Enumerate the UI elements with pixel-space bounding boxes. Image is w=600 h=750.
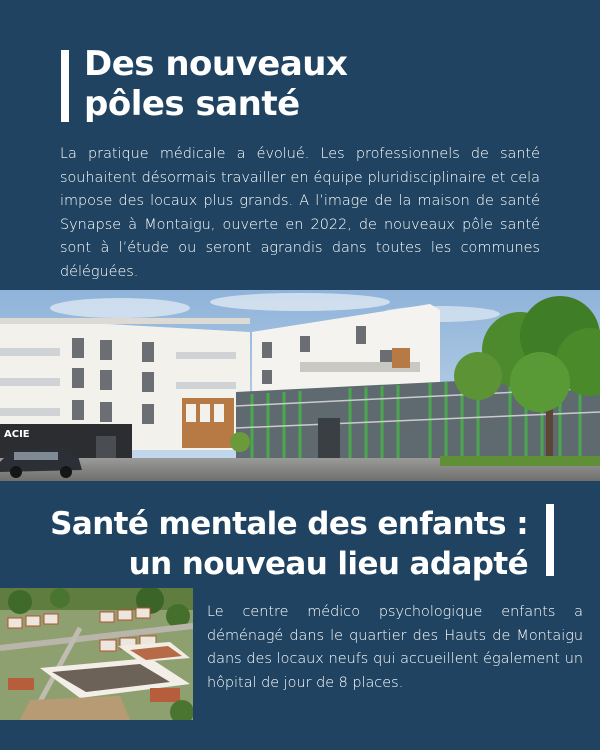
section-title-line: Santé mentale des enfants : bbox=[50, 506, 528, 542]
section-title-line: Des nouveaux bbox=[84, 44, 348, 84]
pharmacy-sign: ACIE bbox=[4, 429, 30, 440]
section-body-text: Le centre médico psychologique enfants a déménagé dans le quartier des Hauts de Montaigu dans des locaux neufs qui accueillent également un hôpital de jour de 8 places. bbox=[207, 604, 583, 691]
section-title-line: pôles santé bbox=[84, 84, 300, 124]
section-title-new-health-centers bbox=[84, 44, 504, 124]
title-accent-bar bbox=[546, 504, 554, 576]
section-body-text: La pratique médicale a évolué. Les professionnels de santé souhaitent désormais travailler en équipe pluridisciplinaire et cela impose des locaux plus grands. A l’image de la maison de santé Synapse à Montaigu, ouverte en 2022, de nouveaux pôle santé sont à l’étude ou seront agrandis dans toutes les communes déléguées. bbox=[60, 146, 540, 280]
health-center-building-photo bbox=[0, 290, 600, 481]
section-title-line: un nouveau lieu adapté bbox=[128, 546, 528, 582]
section-title-child-mental-health bbox=[8, 504, 528, 584]
aerial-neighborhood-photo bbox=[0, 588, 193, 720]
title-accent-bar bbox=[61, 50, 69, 122]
